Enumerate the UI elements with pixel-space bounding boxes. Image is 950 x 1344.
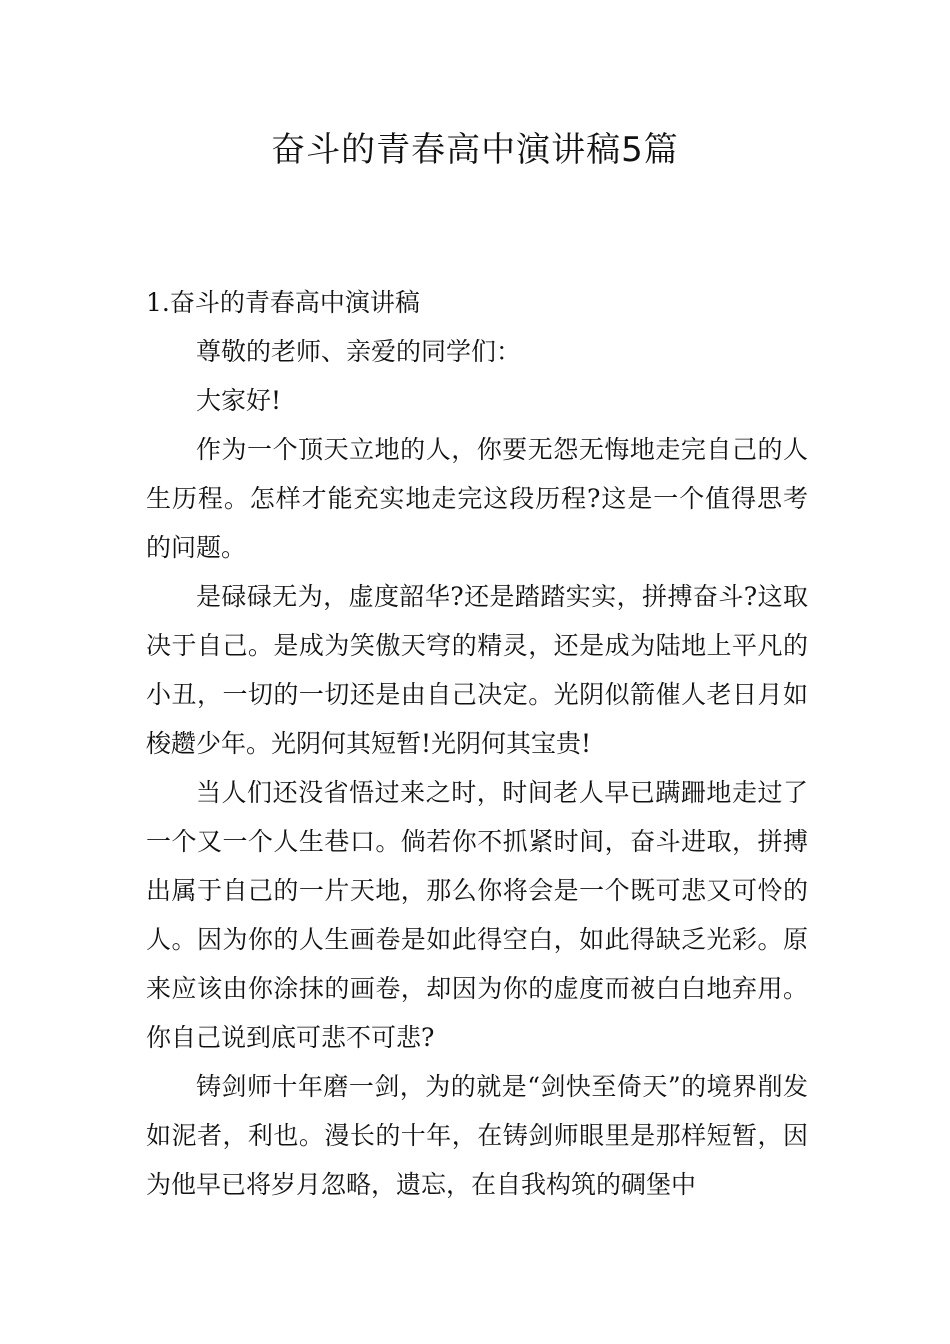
- body-paragraph: 是碌碌无为，虚度韶华?还是踏踏实实，拼搏奋斗?这取决于自己。是成为笑傲天穹的精灵，还是成为陆地上平凡的小丑，一切的一切还是由自己决定。光阴似箭催人老日月如梭趱少年。光阴何其短暂!光阴何其宝贵!: [146, 582, 808, 758]
- body-paragraph: 当人们还没省悟过来之时，时间老人早已蹒跚地走过了一个又一个人生巷口。倘若你不抓紧时间，奋斗进取，拼搏出属于自己的一片天地，那么你将会是一个既可悲又可怜的人。因为你的人生画卷是如此得空白，如此得缺乏光彩。原来应该由你涂抹的画卷，却因为你的虚度而被白白地弃用。你自己说到底可悲不可悲?: [146, 778, 808, 1052]
- salutation-paragraph: 尊敬的老师、亲爱的同学们：: [196, 337, 522, 366]
- body-paragraph: 铸剑师十年磨一剑，为的就是“剑快至倚天”的境界削发如泥者，利也。漫长的十年，在铸剑师眼里是那样短暂，因为他早已将岁月忽略，遗忘，在自我构筑的碉堡中: [146, 1072, 808, 1199]
- greeting-paragraph: 大家好!: [196, 386, 282, 415]
- document-body: [146, 278, 808, 1209]
- section-heading: 1.奋斗的青春高中演讲稿: [146, 288, 420, 317]
- document-title: 奋斗的青春高中演讲稿5篇: [271, 130, 679, 170]
- body-paragraph: 作为一个顶天立地的人，你要无怨无悔地走完自己的人生历程。怎样才能充实地走完这段历程?这是一个值得思考的问题。: [146, 435, 808, 562]
